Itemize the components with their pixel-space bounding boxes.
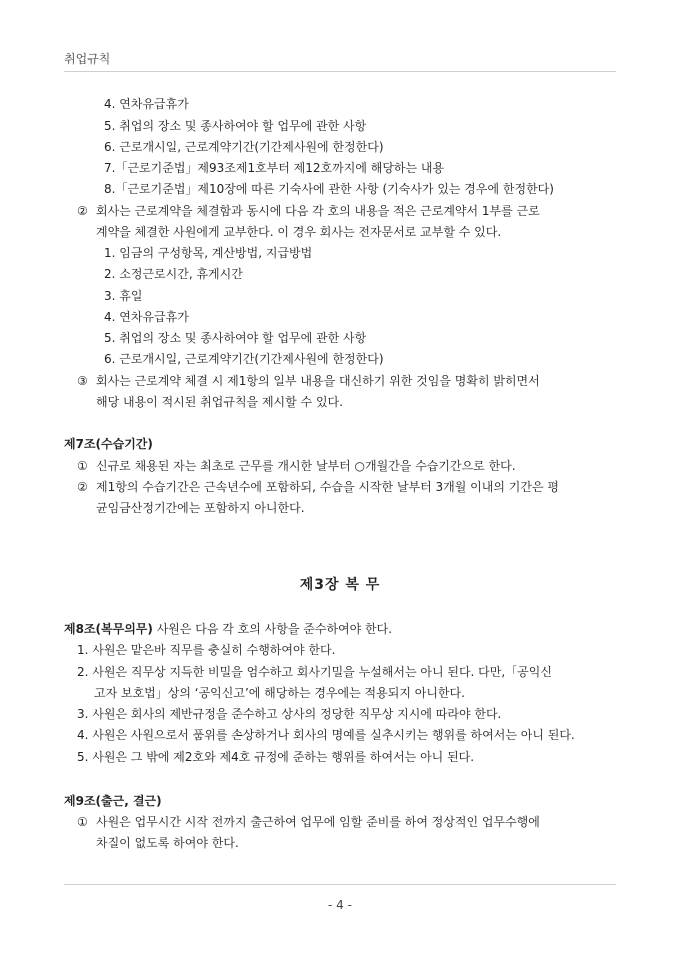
paragraph-text: 제1항의 수습기간은 근속년수에 포함하되, 수습을 시작한 날부터 3개월 이내의 기간은 평 [96,480,559,494]
paragraph-text: 계약을 체결한 사원에게 교부한다. 이 경우 회사는 전자문서로 교부할 수 있다. [96,225,502,239]
list-item: 5. 사원은 그 밖에 제2호와 제4호 규정에 준하는 행위를 하여서는 아니 된다. [77,750,475,764]
list-item: 1. 사원은 맡은바 직무를 충실히 수행하여야 한다. [77,643,336,657]
list-item: 3. 사원은 회사의 제반규정을 준수하고 상사의 정당한 직무상 지시에 따라야 한다. [77,707,502,721]
list-item: 5. 취업의 장소 및 종사하여야 할 업무에 관한 사항 [104,119,367,133]
article-intro: 사원은 다음 각 호의 사항을 준수하여야 한다. [152,622,393,636]
list-item: 4. 사원은 사원으로서 품위를 손상하거나 회사의 명예를 실추시키는 행위를 하여서는 아니 된다. [77,728,575,742]
list-item: 5. 취업의 장소 및 종사하여야 할 업무에 관한 사항 [104,331,367,345]
list-item: 3. 휴일 [104,289,143,303]
paragraph-text: 회사는 근로계약 체결 시 제1항의 일부 내용을 대신하기 위한 것임을 명확히 밝히면서 [96,374,540,388]
article-heading: 제7조(수습기간) [64,437,153,451]
list-item: 고자 보호법」상의 ‘공익신고’에 해당하는 경우에는 적용되지 아니한다. [94,686,465,700]
article-heading: 제9조(출근, 결근) [64,794,162,808]
list-item: 2. 소정근로시간, 휴게시간 [104,267,243,281]
list-item: 1. 임금의 구성항목, 계산방법, 지급방법 [104,246,313,260]
list-item: 2. 사원은 직무상 지득한 비밀을 엄수하고 회사기밀을 누설해서는 아니 된다. 다만,「공익신 [77,665,552,679]
page-header-title: 취업규칙 [64,52,111,66]
paragraph-text: 차질이 없도록 하여야 한다. [96,836,239,850]
paragraph-marker: ② [77,204,88,218]
list-item: 8.「근로기준법」제10장에 따른 기숙사에 관한 사항 (기숙사가 있는 경우에 한정한다) [104,182,554,196]
paragraph-text: 사원은 업무시간 시작 전까지 출근하여 업무에 임할 준비를 하여 정상적인 업무수행에 [96,815,540,829]
paragraph-text: 균임금산정기간에는 포함하지 아니한다. [96,501,305,515]
list-item: 6. 근로개시일, 근로계약기간(기간제사원에 한정한다) [104,140,384,154]
header-divider [64,71,616,72]
paragraph-marker: ① [77,459,88,473]
paragraph-marker: ① [77,815,88,829]
paragraph-text: 해당 내용이 적시된 취업규칙을 제시할 수 있다. [96,395,343,409]
list-item: 4. 연차유급휴가 [104,97,189,111]
paragraph-text: 회사는 근로계약을 체결함과 동시에 다음 각 호의 내용을 적은 근로계약서 1부를 근로 [96,204,540,218]
list-item: 6. 근로개시일, 근로계약기간(기간제사원에 한정한다) [104,352,384,366]
paragraph-text: 신규로 채용된 자는 최초로 근무를 개시한 날부터 ○개월간을 수습기간으로 한다. [96,459,516,473]
footer-divider [64,884,616,885]
chapter-title: 제3장 복 무 [299,577,381,593]
paragraph-marker: ② [77,480,88,494]
article-line [64,621,392,637]
article-heading: 제8조(복무의무) [64,622,153,636]
list-item: 7.「근로기준법」제93조제1호부터 제12호까지에 해당하는 내용 [104,161,445,175]
paragraph-marker: ③ [77,374,88,388]
list-item: 4. 연차유급휴가 [104,310,189,324]
page-number: - 4 - [328,898,352,912]
